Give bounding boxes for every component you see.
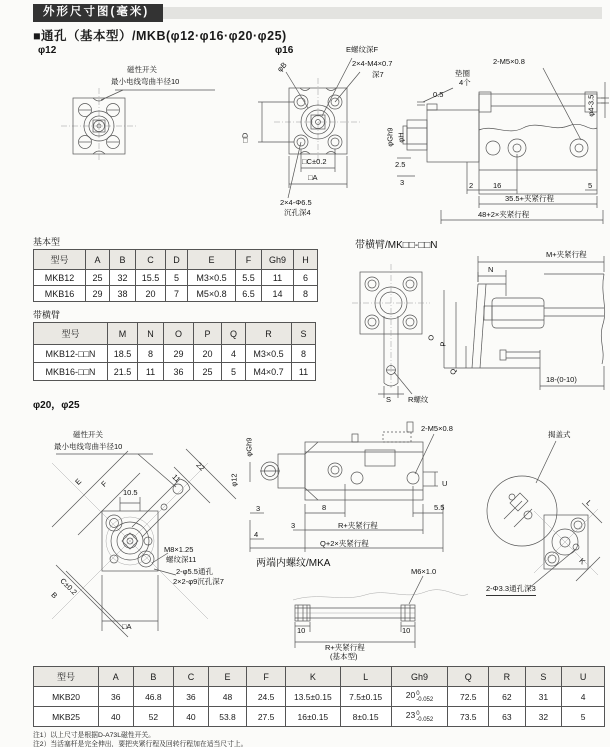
dim-label-n: N [488,265,494,274]
column-header: F [236,250,262,270]
table-cell: 5 [222,363,246,381]
dim-label-h: φH [396,132,406,143]
dim-label-m-stroke: M+夹紧行程 [546,250,587,259]
dim-label-phi12: φ12 [229,473,239,487]
table-row [34,270,318,286]
dim-label-5: 5 [588,181,593,190]
column-header: A [99,667,134,687]
table-cell: M3×0.5 [246,345,292,363]
table-cell: MKB16-□□N [34,363,108,381]
dim-label-25: 2.5 [395,160,406,169]
cover-detail-view [452,423,610,613]
table-cell: 24.5 [247,687,286,707]
table-row [34,363,316,381]
dim-label-gh9: φGh9 [385,127,395,147]
dim-label-4: 4 [254,530,259,539]
table-cell: 63 [489,707,526,727]
phi20-25-side-view [229,420,465,565]
section-title: ■通孔（基本型）/MKB(φ12·φ16·φ20·φ25) [33,29,287,43]
table-cell: 36 [174,687,209,707]
header-row [34,667,605,687]
dim-label-cbore-depth: 沉孔深4 [284,208,311,217]
table-cell: M3×0.5 [188,270,236,286]
footnote-2: 注2）当活塞杆是完全伸出，要把夹紧行程及回转行程加在适当尺寸上。 [33,741,248,747]
dim-label-thread: E螺纹深F [346,45,379,54]
dim-label-q-stroke: Q+2×夹紧行程 [320,539,369,548]
dim-label-16: 16 [493,181,502,190]
column-header: E [208,667,247,687]
table-cell: 62 [489,687,526,707]
dim-label-gh9: φGh9 [244,437,254,457]
column-header: 型号 [34,667,99,687]
dim-label-3: 3 [400,178,405,187]
table-cell: 29 [164,345,194,363]
dim-label-cbore: 2×4-Φ6.5 [280,198,312,207]
table-cell: 25 [86,270,110,286]
phi16-side-view-drawing [393,58,610,230]
column-header: C [136,250,166,270]
table-cell: 40 [174,707,209,727]
dim-label-3b: 3 [291,521,296,530]
table-cell: 31 [525,687,562,707]
tolerance-lower: -0.052 [416,717,434,723]
table-cell: 11 [138,363,164,381]
column-header: B [133,667,174,687]
column-header: K [285,667,340,687]
table-cell: 11 [292,363,316,381]
dim-label-stroke1: 35.5+夹紧行程 [505,194,554,203]
table-arm [33,322,316,381]
table-cell: 8 [138,345,164,363]
table-cell: 21.5 [108,363,138,381]
column-header: S [292,323,316,345]
table-cell: M4×0.7 [246,363,292,381]
dim-label-c: C±0.2 [58,576,79,597]
table-cell: 29 [86,286,110,302]
dim-label-switch: 磁性开关 [73,430,103,439]
table-cell: 7 [166,286,188,302]
dim-label-m5-thread: 2-M5×0.8 [493,57,525,66]
phi12-front-view [55,60,220,168]
dim-label-10-left: 10 [297,626,306,635]
table-cell: 4 [562,687,605,707]
tolerance-upper: 0 [416,711,420,717]
table-cell: 73.5 [448,707,489,727]
column-header: C [174,667,209,687]
table-cell: MKB12-□□N [34,345,108,363]
column-header: D [166,250,188,270]
table-row [34,345,316,363]
table-cell: 20 [194,345,222,363]
dim-label-depth: 深7 [372,70,384,79]
table-cell: 48 [208,687,247,707]
column-header: 型号 [34,250,86,270]
dim-label-m5-thread: 2-M5×0.8 [421,424,453,433]
table-cell: 7.5±0.15 [340,687,391,707]
arm-front-view [350,258,440,406]
table-cell: 53.8 [208,707,247,727]
column-header: 型号 [34,323,108,345]
table-cell: 6 [294,270,318,286]
dim-label-k: K [577,556,588,567]
table-row [34,687,605,707]
arm-section-title: 带横臂/MK□□-□□N [355,240,438,251]
table-cell: MKB20 [34,687,99,707]
table-basic [33,249,318,302]
column-header: A [86,250,110,270]
tolerance-upper: 0 [416,691,420,697]
dim-label-q: Q [448,368,458,375]
table-cell: 18.5 [108,345,138,363]
dim-label-e: E [73,476,84,487]
dim-label-bore: φB [275,60,289,74]
table-cell: 25 [194,363,222,381]
column-header: R [246,323,292,345]
table-cell: 6.5 [236,286,262,302]
table-cell: 8 [292,345,316,363]
tolerance-value: 20 [405,690,416,700]
arm-side-view-drawing [428,246,610,401]
dim-label-washer-qty: 4个 [459,78,471,87]
mka-title: 两端内螺纹/MKA [256,558,331,569]
dim-label-s: S [386,395,392,404]
detail-title: 揭盖式 [548,430,571,439]
dim-label-holes: 2×4-M4×0.7 [352,59,393,68]
dim-label-11: 11 [170,472,183,485]
tolerance-lower: -0.052 [416,697,434,703]
table-cell: 8 [294,286,318,302]
column-header: O [164,323,194,345]
dim-label-b: B [49,590,60,601]
label-phi12: φ12 [38,45,57,56]
column-header: L [340,667,391,687]
table-row [34,707,605,727]
table-dimensions [33,666,605,727]
column-header: Gh9 [391,667,448,687]
arm-front-view-drawing [350,258,440,406]
dim-label-through-holes: 2-φ5.5通孔 [176,567,213,576]
table-cell: 32 [525,707,562,727]
dim-label-d: □D [240,132,250,143]
dim-label-p: P [438,341,448,347]
table-cell: 40 [99,707,134,727]
table-cell: 36 [99,687,134,707]
table-cell: 27.5 [247,707,286,727]
column-header: B [110,250,136,270]
table-cell: MKB12 [34,270,86,286]
dim-label-l: L [584,498,594,508]
mka-view [253,558,475,663]
dim-label-33-holes: 2-Φ3.3通孔深3 [486,585,536,596]
arm-side-view [428,246,610,401]
phi20-25-front-view [38,423,250,663]
dim-label-o: O [426,334,436,341]
dim-label-washer: 垫圈 [455,69,470,78]
table-cell: 14 [262,286,294,302]
table-cell: 11 [262,270,294,286]
column-header: S [525,667,562,687]
phi20-25-front-view-drawing [38,423,250,663]
column-header: H [294,250,318,270]
table-cell: M5×0.8 [188,286,236,302]
dim-label-18: 18-(0-10) [546,375,577,384]
dim-label-m8-thread: M8×1.25 [164,545,194,554]
dim-label-switch: 磁性开关 [127,65,157,74]
column-header: U [562,667,605,687]
dim-label-thread-depth: 螺纹深11 [166,555,197,564]
table-cell: 13.5±0.15 [285,687,340,707]
dim-label-r-stroke: R+夹紧行程 [338,521,378,530]
table-cell: 46.8 [133,687,174,707]
table-cell: 32 [110,270,136,286]
table-basic-title: 基本型 [33,237,61,247]
column-header: N [138,323,164,345]
dim-label-a: □A [308,173,318,182]
column-header: R [489,667,526,687]
dim-label-2: 2 [469,181,474,190]
table-cell: 16±0.15 [285,707,340,727]
column-header: P [194,323,222,345]
table-cell: 36 [164,363,194,381]
column-header: Gh9 [262,250,294,270]
table-cell: 4 [222,345,246,363]
header-row [34,250,318,270]
dim-label-8: 8 [322,503,327,512]
dim-label-u: U [442,479,448,488]
dim-label-r-thread: R螺纹 [408,395,429,404]
header-row [34,323,316,345]
table-arm-title: 带横臂 [33,310,61,320]
dim-label-f: F [99,479,109,489]
table-cell: 5.5 [236,270,262,286]
dim-label-c: □C±0.2 [302,157,327,166]
table-row [34,286,318,302]
table-cell: 15.5 [136,270,166,286]
page-header-tag: 外形尺寸图(毫米) [33,4,163,22]
dim-label-05: 0.5 [433,90,444,99]
dim-label-10-right: 10 [402,626,411,635]
table-cell [391,687,448,707]
tolerance-value: 23 [405,710,416,720]
dim-label-55: 5.5 [434,503,445,512]
table-cell: 52 [133,707,174,727]
dim-label-cbore: 2×2-φ9沉孔深7 [173,577,224,586]
phi16-side-view [385,57,610,230]
table-cell: 5 [166,270,188,286]
table-cell: MKB16 [34,286,86,302]
tolerance-stack [416,691,433,703]
dim-label-stroke2: 48+2×夹紧行程 [478,210,530,219]
dim-label-22: 22 [194,460,207,473]
tolerance-stack [416,711,433,723]
phi16-front-view-drawing [248,46,388,228]
table-cell: MKB25 [34,707,99,727]
dim-label-wire-radius: 最小电线弯曲半径10 [111,77,180,86]
dim-label-m6-thread: M6×1.0 [411,567,437,576]
table-cell: 5 [562,707,605,727]
table-cell: 72.5 [448,687,489,707]
column-header: Q [222,323,246,345]
table-cell: 38 [110,286,136,302]
label-phi16: φ16 [275,45,294,56]
dim-label-105: 10.5 [123,488,138,497]
footnote-1: 注1）以上尺寸是根据D-A73L磁性开关。 [33,732,155,739]
table-cell: 20 [136,286,166,302]
dim-label-a: □A [122,622,132,631]
column-header: Q [448,667,489,687]
table-cell: 8±0.15 [340,707,391,727]
table-cell [391,707,448,727]
dim-label-3a: 3 [256,504,261,513]
dim-label-basic-type: (基本型) [330,652,358,661]
column-header: F [247,667,286,687]
column-header: E [188,250,236,270]
column-header: M [108,323,138,345]
dim-label-rod: φ4-3.5 [586,94,596,117]
dim-label-r-stroke: R+夹紧行程 [325,643,365,652]
label-phi20-25: φ20，φ25 [33,400,80,411]
dim-label-wire-radius: 最小电线弯曲半径10 [54,442,123,451]
